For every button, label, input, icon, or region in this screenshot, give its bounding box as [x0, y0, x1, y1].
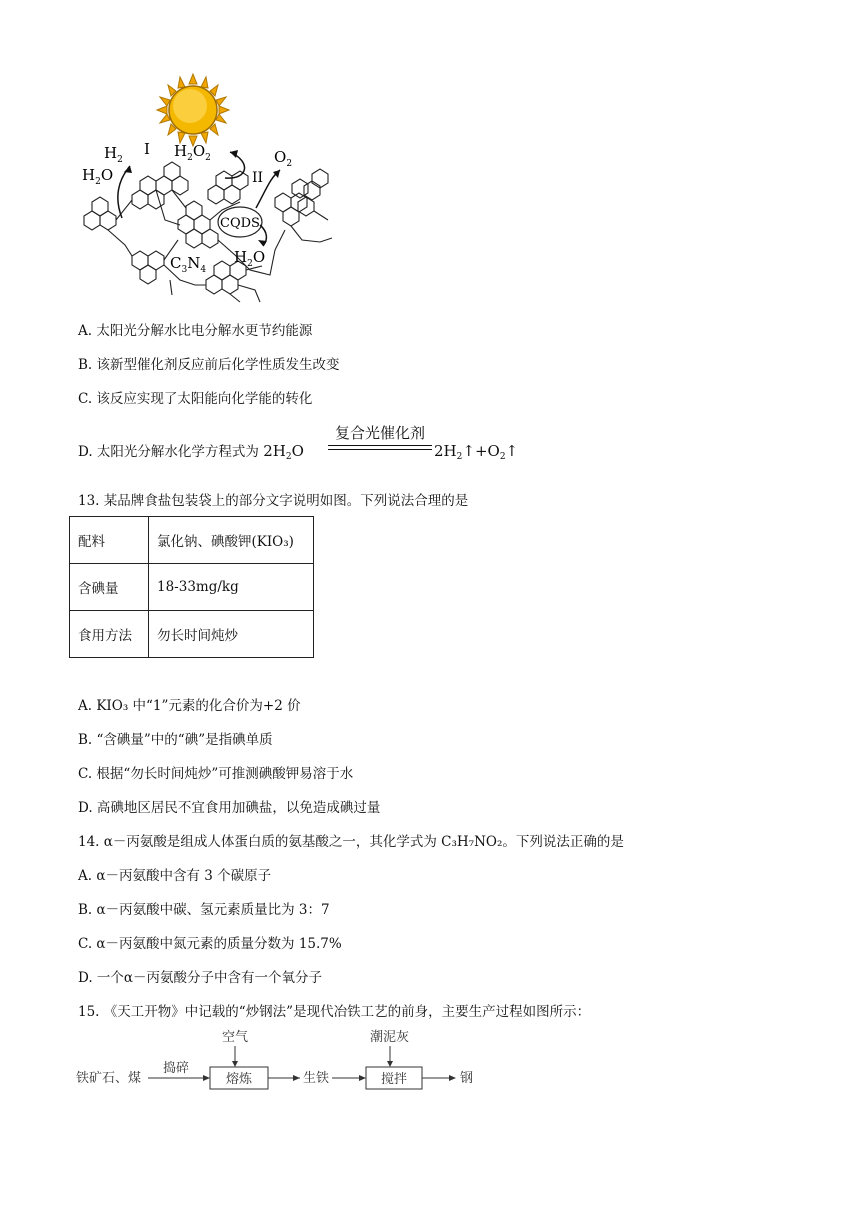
q15-stem: 15. 《天工开物》中记载的“炒钢法”是现代冶铁工艺的前身，主要生产过程如图所示： — [78, 1004, 591, 1020]
h2o2-label: $H_2O_2$ — [174, 142, 211, 163]
q12-option-a: A. 太阳光分解水比电分解水更节约能源 — [78, 323, 313, 339]
q14-option-b: B. α－丙氨酸中碳、氢元素质量比为 3：7 — [78, 902, 330, 918]
table-value: 18-33mg/kg — [149, 564, 314, 611]
equation-left: $2H_2O$ — [263, 442, 304, 462]
table-row — [70, 517, 314, 564]
flow-box2: 搅拌 — [381, 1072, 408, 1087]
h2o-right-label: $H_2O$ — [234, 248, 266, 269]
gas-arrow-icon: ↑ — [505, 442, 519, 460]
cqds-label: CQDS — [220, 216, 260, 231]
q14-stem: 14. α－丙氨酸是组成人体蛋白质的氨基酸之一，其化学式为 C₃H₇NO₂。下列说法正确的是 — [78, 834, 624, 850]
table-key: 含碘量 — [70, 564, 149, 611]
h2-label: $H_2$ — [104, 144, 123, 165]
flow-step1-label: 捣碎 — [163, 1061, 190, 1076]
table-key: 食用方法 — [70, 611, 149, 658]
roman-two-label: II — [252, 170, 264, 186]
q13-option-a: A. KIO₃ 中“1”元素的化合价为+2 价 — [78, 698, 301, 714]
roman-one-label: I — [144, 140, 150, 158]
h2o-left-label: $H_2O$ — [82, 166, 114, 187]
q12-option-c: C. 该反应实现了太阳能向化学能的转化 — [78, 391, 313, 407]
q14-option-a: A. α－丙氨酸中含有 3 个碳原子 — [78, 868, 272, 884]
flow-mid: 生铁 — [303, 1071, 330, 1086]
q13-option-b: B. “含碘量”中的“碘”是指碘单质 — [78, 732, 273, 748]
flow-box1: 熔炼 — [226, 1072, 253, 1087]
equation-double-line-top — [328, 445, 432, 446]
flow-input: 铁矿石、煤 — [76, 1071, 142, 1086]
salt-label-table — [69, 516, 314, 658]
q12-option-d-prefix: D. 太阳光分解水化学方程式为 — [78, 444, 259, 460]
steel-process-flowchart — [76, 1026, 496, 1096]
c3n4-label: $C_3N_4$ — [170, 254, 207, 275]
table-value: 氯化钠、碘酸钾(KIO₃) — [149, 517, 314, 564]
table-key: 配料 — [70, 517, 149, 564]
table-value: 勿长时间炖炒 — [149, 611, 314, 658]
o2-label: $O_2$ — [274, 148, 293, 169]
q12-option-b: B. 该新型催化剂反应前后化学性质发生改变 — [78, 357, 340, 373]
q13-option-c: C. 根据“勿长时间炖炒”可推测碘酸钾易溶于水 — [78, 766, 354, 782]
q14-option-d: D. 一个α－丙氨酸分子中含有一个氧分子 — [78, 970, 323, 986]
table-row — [70, 564, 314, 611]
equation-double-line-bottom — [328, 449, 432, 450]
flow-output: 钢 — [460, 1071, 474, 1086]
table-row — [70, 611, 314, 658]
sun-icon — [157, 74, 229, 146]
gas-arrow-icon: ↑ — [462, 442, 475, 460]
photocatalysis-diagram — [70, 70, 340, 310]
equation-right: $2H_2↑+O_2↑$ — [434, 442, 519, 462]
flow-air: 空气 — [222, 1030, 249, 1045]
q14-option-c: C. α－丙氨酸中氮元素的质量分数为 15.7% — [78, 936, 342, 952]
q12-option-d — [78, 442, 304, 466]
equation-catalyst: 复合光催化剂 — [334, 424, 425, 442]
flow-ash: 潮泥灰 — [370, 1030, 410, 1045]
q13-option-d: D. 高碘地区居民不宜食用加碘盐，以免造成碘过量 — [78, 800, 381, 816]
q13-stem: 13. 某品牌食盐包装袋上的部分文字说明如图。下列说法合理的是 — [78, 493, 469, 509]
molecular-framework — [84, 162, 332, 302]
